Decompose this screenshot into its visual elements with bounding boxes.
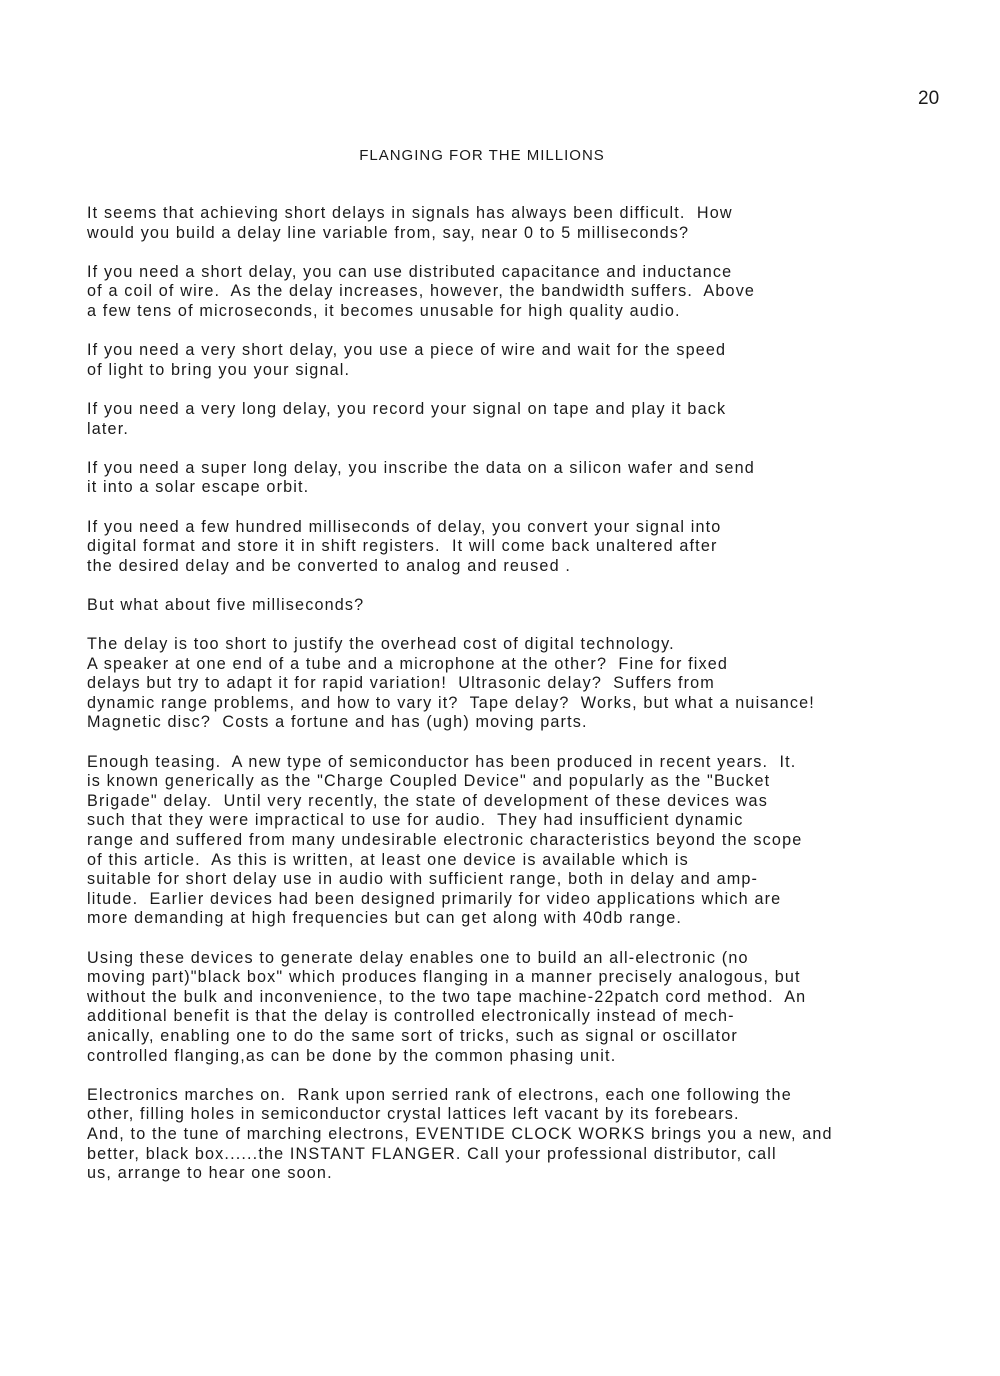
text-line: moving part)"black box" which produces flanging in a manner precisely analogous, but [87, 968, 801, 987]
text-line: Using these devices to generate delay enables one to build an all-electronic (no [87, 948, 749, 967]
paragraph [87, 753, 947, 929]
article-body [87, 204, 947, 1203]
text-line: additional benefit is that the delay is controlled electronically instead of mech- [87, 1007, 735, 1026]
text-line: Magnetic disc? Costs a fortune and has (ugh) moving parts. [87, 713, 588, 732]
text-line: us, arrange to hear one soon. [87, 1164, 333, 1183]
text-line: delays but try to adapt it for rapid variation! Ultrasonic delay? Suffers from [87, 674, 715, 693]
text-line: of light to bring you your signal. [87, 360, 351, 379]
text-line: If you need a super long delay, you inscribe the data on a silicon wafer and send [87, 458, 755, 477]
text-line: A speaker at one end of a tube and a microphone at the other? Fine for fixed [87, 654, 729, 673]
text-line: If you need a very long delay, you record your signal on tape and play it back [87, 399, 727, 418]
paragraph [87, 518, 947, 577]
text-line: litude. Earlier devices had been designed primarily for video applications which are [87, 889, 782, 908]
paragraph [87, 635, 947, 733]
text-line: range and suffered from many undesirable electronic characteristics beyond the scope [87, 831, 803, 849]
paragraph [87, 204, 947, 243]
page-number: 20 [918, 88, 940, 109]
text-line: controlled flanging,as can be done by the common phasing unit. [87, 1046, 617, 1065]
text-line: more demanding at high frequencies but can get along with 40db range. [87, 909, 683, 928]
text-line: anically, enabling one to do the same sort of tricks, such as signal or oscillator [87, 1026, 738, 1045]
text-line: is known generically as the "Charge Coupled Device" and popularly as the "Bucket [87, 772, 771, 791]
text-line: dynamic range problems, and how to vary it? Tape delay? Works, but what a nuisance! [87, 693, 815, 712]
text-line: Electronics marches on. Rank upon serried rank of electrons, each one following the [87, 1085, 792, 1104]
paragraph [87, 949, 947, 1067]
paragraph [87, 459, 947, 498]
text-line: digital format and store it in shift registers. It will come back unaltered after [87, 537, 718, 556]
text-line: And, to the tune of marching electrons, EVENTIDE CLOCK WORKS brings you a new, and [87, 1124, 833, 1143]
text-line: It seems that achieving short delays in signals has always been difficult. How [87, 204, 733, 222]
text-line: other, filling holes in semiconductor crystal lattices left vacant by its forebears. [87, 1105, 740, 1124]
text-line: If you need a very short delay, you use a piece of wire and wait for the speed [87, 341, 727, 360]
text-line: without the bulk and inconvenience, to the two tape machine-22patch cord method. An [87, 987, 807, 1006]
text-line: But what about five milliseconds? [87, 595, 365, 614]
text-line: If you need a short delay, you can use distributed capacitance and inductance [87, 262, 733, 281]
text-line: Enough teasing. A new type of semiconductor has been produced in recent years. It. [87, 752, 797, 771]
text-line: If you need a few hundred milliseconds of delay, you convert your signal into [87, 517, 722, 536]
text-line: it into a solar escape orbit. [87, 478, 310, 497]
text-line: better, black box......the INSTANT FLANGER. Call your professional distributor, call [87, 1144, 777, 1163]
text-line: The delay is too short to justify the overhead cost of digital technology. [87, 635, 675, 654]
text-line: of this article. As this is written, at least one device is available which is [87, 850, 689, 869]
text-line: such that they were impractical to use for audio. They had insufficient dynamic [87, 811, 744, 830]
text-line: of a coil of wire. As the delay increases, however, the bandwidth suffers. Above [87, 282, 756, 301]
paragraph [87, 1086, 947, 1184]
paragraph [87, 263, 947, 322]
paragraph [87, 596, 947, 616]
text-line: a few tens of microseconds, it becomes unusable for high quality audio. [87, 301, 681, 320]
paragraph [87, 341, 947, 380]
article-title: FLANGING FOR THE MILLIONS [359, 147, 605, 164]
paragraph [87, 400, 947, 439]
text-line: later. [87, 419, 129, 438]
text-line: suitable for short delay use in audio with sufficient range, both in delay and amp- [87, 870, 759, 889]
text-line: the desired delay and be converted to analog and reused . [87, 556, 572, 575]
text-line: would you build a delay line variable from, say, near 0 to 5 milliseconds? [87, 223, 690, 242]
text-line: Brigade" delay. Until very recently, the state of development of these devices was [87, 791, 768, 810]
